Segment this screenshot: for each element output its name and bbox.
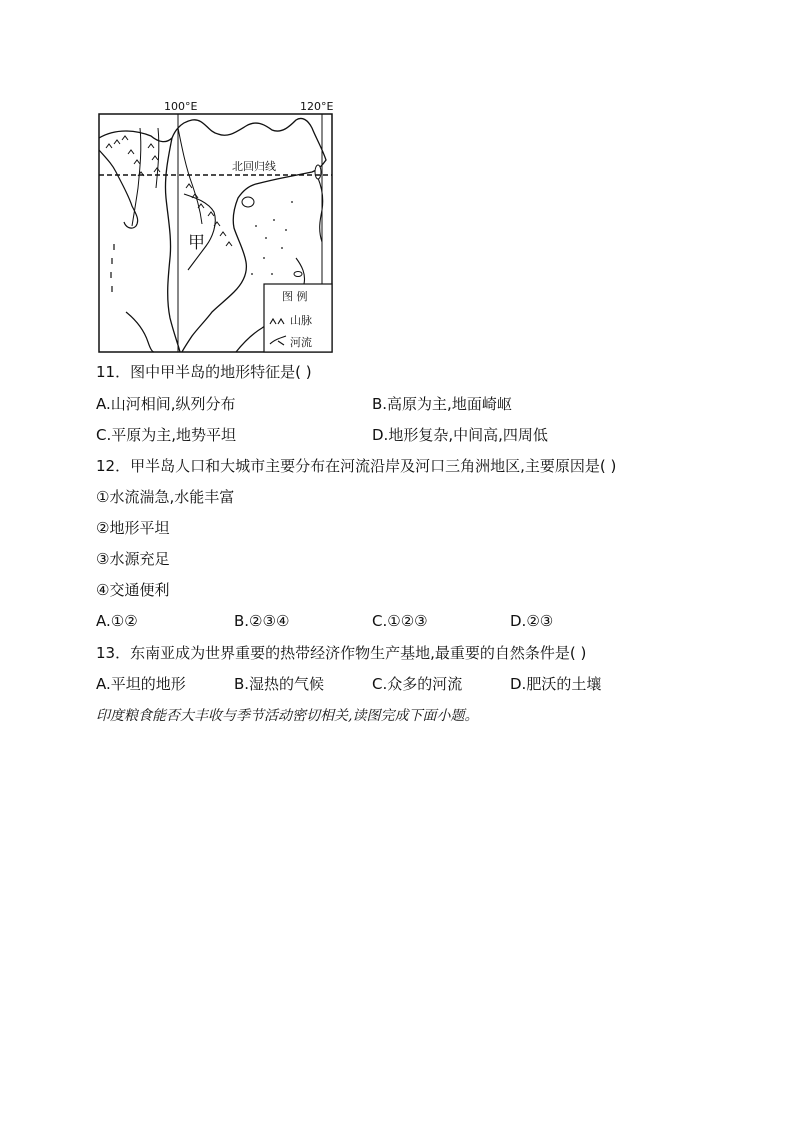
q11-stem: 11．图中甲半岛的地形特征是( ): [96, 363, 312, 381]
q11-option-d[interactable]: D.地形复杂,中间高,四周低: [372, 426, 548, 444]
legend-title: 图 例: [282, 290, 308, 303]
q12-item-2: ②地形平坦: [96, 519, 170, 537]
q12-item-1: ①水流湍急,水能丰富: [96, 488, 235, 506]
q12-stem: 12．甲半岛人口和大城市主要分布在河流沿岸及河口三角洲地区,主要原因是( ): [96, 457, 617, 475]
hainan-island: [242, 197, 254, 207]
peninsula-label: 甲: [188, 233, 205, 253]
q11-option-c[interactable]: C.平原为主,地势平坦: [96, 426, 237, 444]
small-island: [294, 272, 302, 277]
q12-option-b[interactable]: B.②③④: [234, 612, 290, 630]
q12-option-d[interactable]: D.②③: [510, 612, 554, 630]
next-section-intro: 印度粮食能否大丰收与季节活动密切相关,读图完成下面小题。: [96, 708, 479, 724]
q12-option-a[interactable]: A.①②: [96, 612, 138, 630]
q12-item-4: ④交通便利: [96, 581, 170, 599]
q13-option-a[interactable]: A.平坦的地形: [96, 675, 186, 693]
q11-option-a[interactable]: A.山河相间,纵列分布: [96, 395, 236, 413]
taiwan-island: [315, 165, 321, 179]
lon-label-120e: 120°E: [300, 100, 334, 113]
q13-option-d[interactable]: D.肥沃的土壤: [510, 675, 602, 693]
q13-option-c[interactable]: C.众多的河流: [372, 675, 463, 693]
lon-label-100e: 100°E: [164, 100, 198, 113]
map-figure: [96, 98, 336, 356]
q13-stem: 13．东南亚成为世界重要的热带经济作物生产基地,最重要的自然条件是( ): [96, 644, 587, 662]
legend-mountain-label: 山脉: [290, 314, 312, 327]
q12-item-3: ③水源充足: [96, 550, 170, 568]
tropic-of-cancer-label: 北回归线: [232, 160, 276, 173]
legend-river-label: 河流: [290, 336, 312, 349]
q11-option-b[interactable]: B.高原为主,地面崎岖: [372, 395, 512, 413]
q13-option-b[interactable]: B.湿热的气候: [234, 675, 325, 693]
q12-option-c[interactable]: C.①②③: [372, 612, 428, 630]
